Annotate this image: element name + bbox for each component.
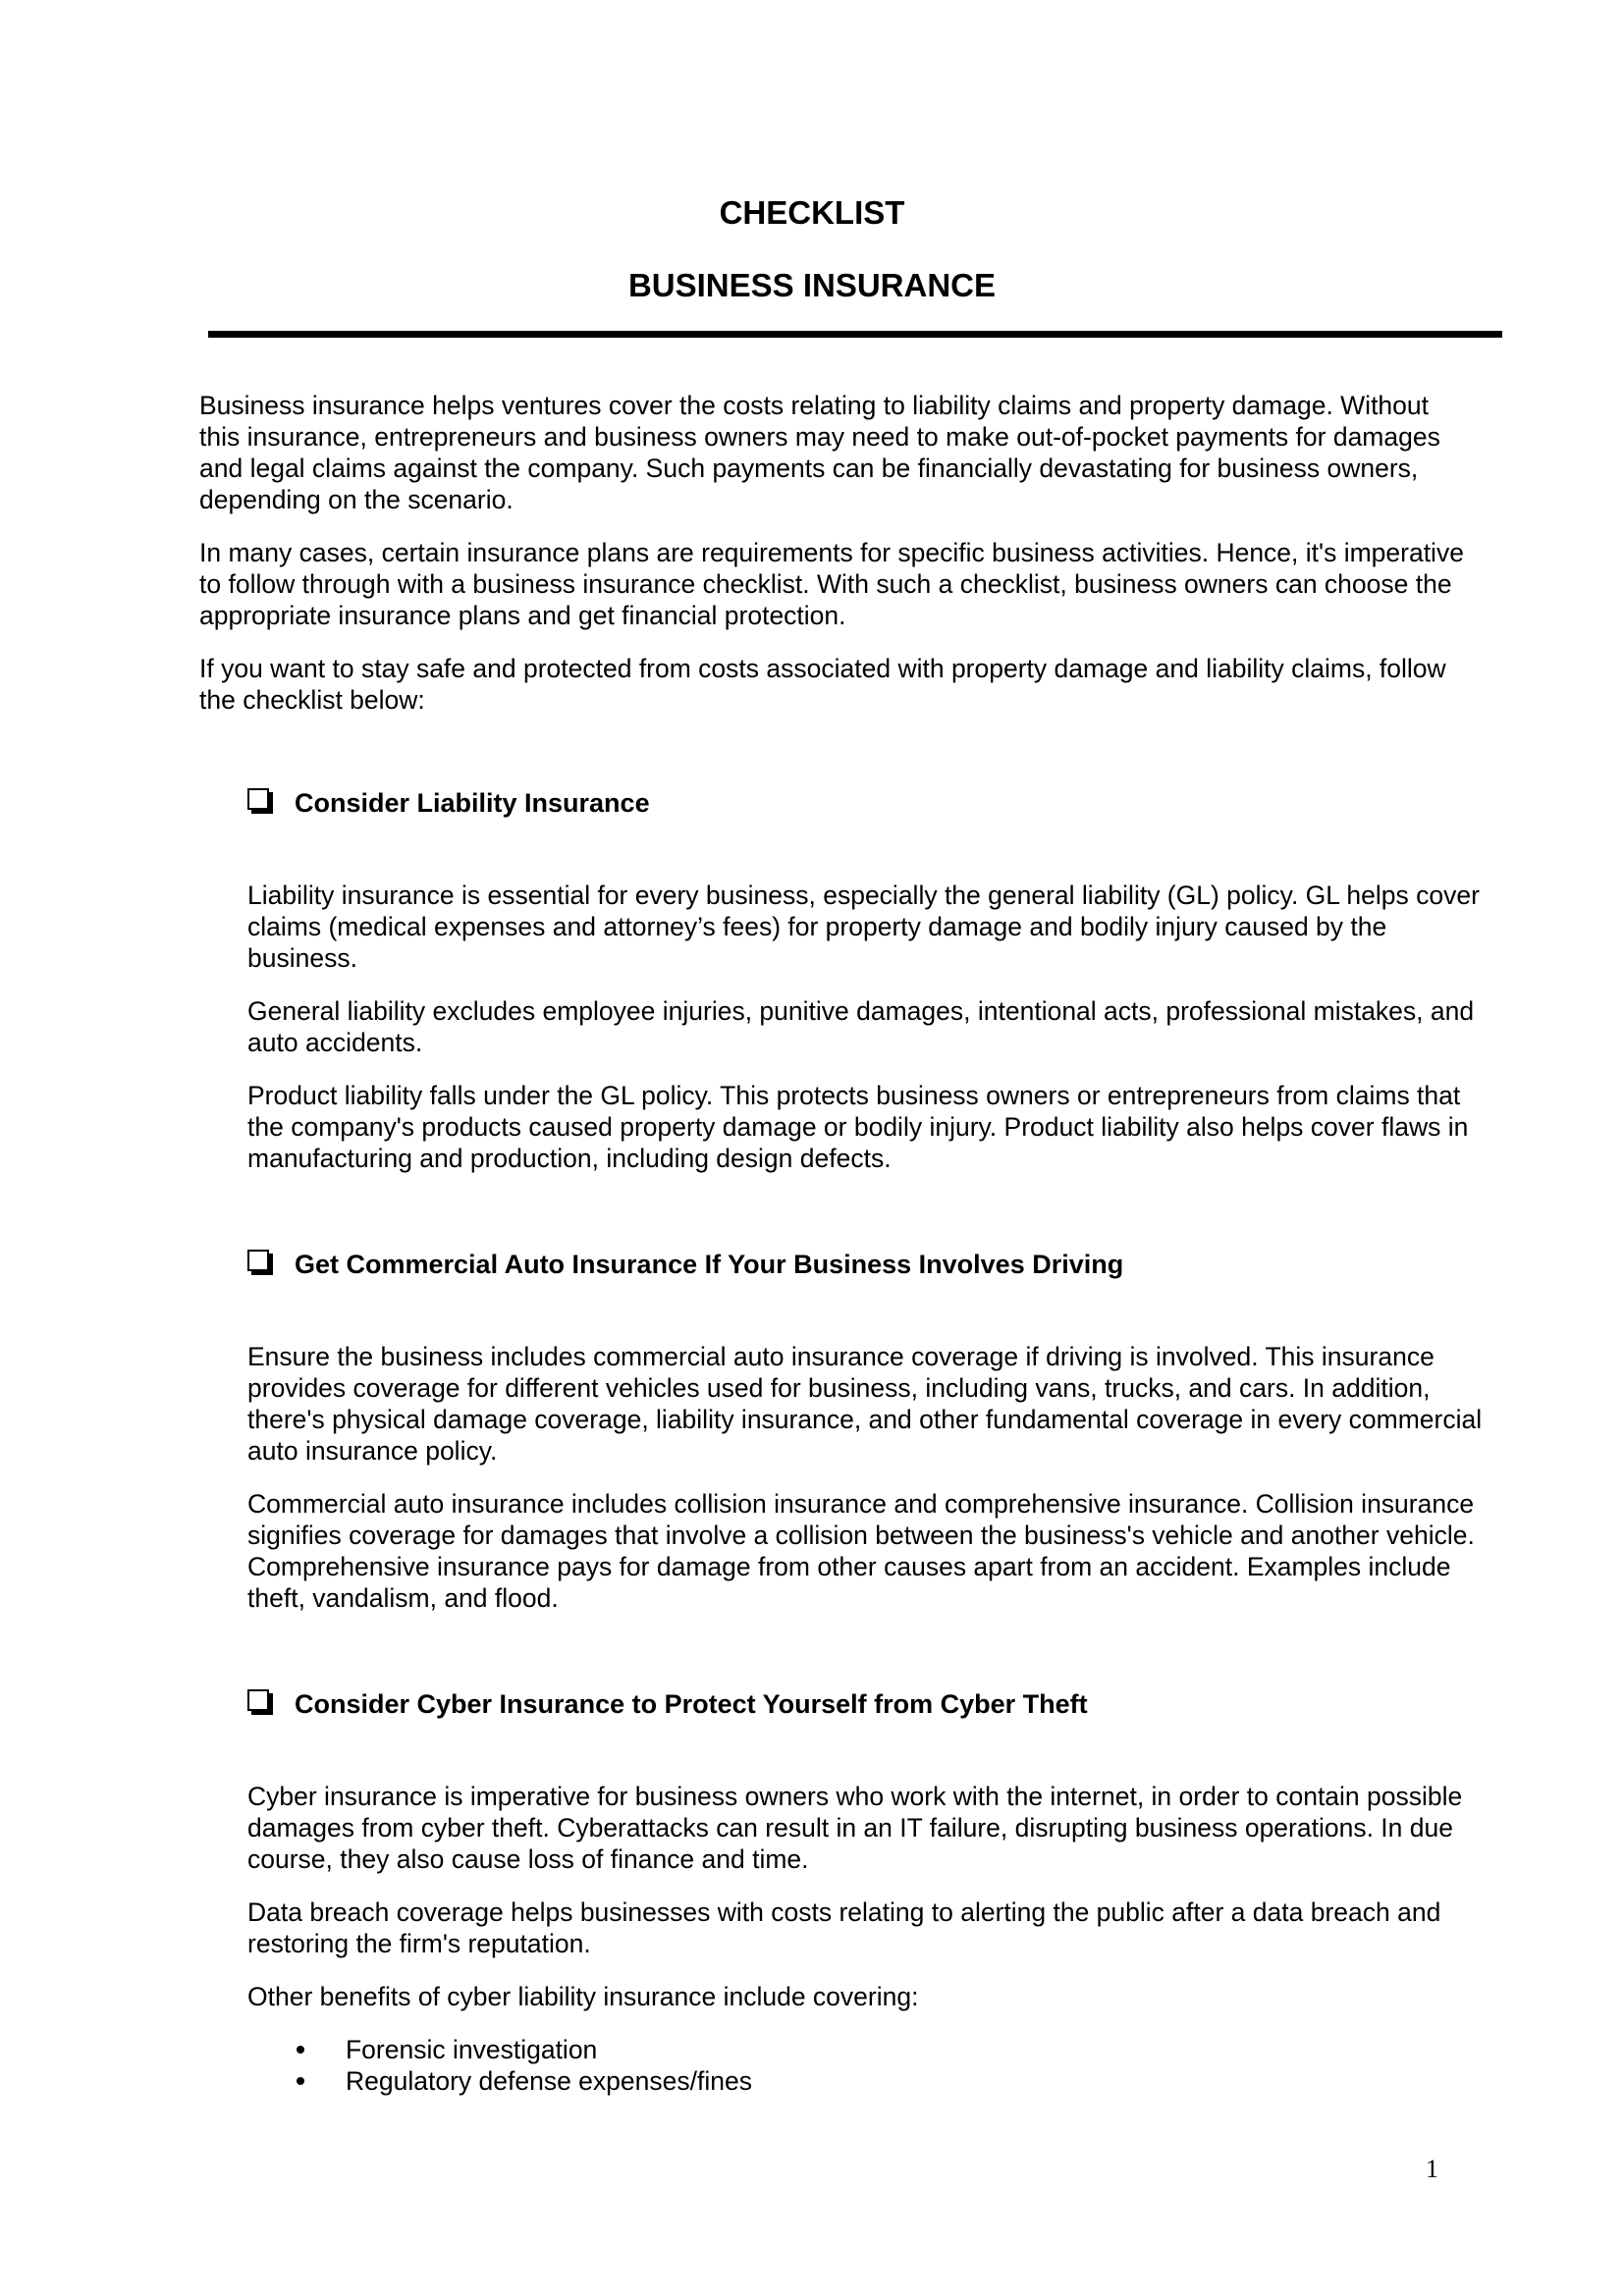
checklist-item-cyber xyxy=(247,1684,1485,2097)
checklist-item-commercial-auto xyxy=(247,1245,1485,1635)
checklist-heading-text: Consider Cyber Insurance to Protect Yourself from Cyber Theft xyxy=(295,1688,1088,1719)
checkbox-icon[interactable] xyxy=(247,1250,269,1271)
intro-paragraph: If you want to stay safe and protected from costs associated with property damage and liability claims, follow the checklist below: xyxy=(199,654,1446,715)
section-paragraph: Data breach coverage helps businesses with costs relating to alerting the public after a data breach and restoring the firm's reputation. xyxy=(247,1897,1441,1958)
list-item xyxy=(297,2065,1485,2097)
section-paragraph: Ensure the business includes commercial auto insurance coverage if driving is involved. This insurance provides coverage for different vehicles used for business, including vans, trucks, and cars. In addition, there's physical damage coverage, liability insurance, and other fundamental coverage in every commercial auto insurance policy. xyxy=(247,1342,1483,1466)
checklist-heading-text: Get Commercial Auto Insurance If Your Business Involves Driving xyxy=(295,1249,1124,1279)
checklist-item-liability xyxy=(247,783,1485,1196)
page-number: 1 xyxy=(1426,2155,1438,2183)
section-paragraph: Product liability falls under the GL policy. This protects business owners or entrepreneurs from claims that the company's products caused property damage or bodily injury. Product liability also helps cover flaws in manufacturing and production, including design defects. xyxy=(247,1081,1469,1173)
intro-section xyxy=(199,390,1476,737)
bullet-list xyxy=(247,2034,1485,2097)
title-divider xyxy=(208,331,1502,338)
intro-paragraph: Business insurance helps ventures cover the costs relating to liability claims and property damage. Without this insurance, entrepreneurs and business owners may need to make out-of-pocket payments for damages and legal claims against the company. Such payments can be financially devastating for business owners, depending on the scenario. xyxy=(199,391,1440,514)
document-subtitle: BUSINESS INSURANCE xyxy=(627,267,997,303)
checklist-heading-text: Consider Liability Insurance xyxy=(295,787,650,818)
section-paragraph: General liability excludes employee injuries, punitive damages, intentional acts, professional mistakes, and auto accidents. xyxy=(247,996,1475,1057)
checklist-heading xyxy=(247,1684,1485,1724)
document-title: CHECKLIST xyxy=(719,194,905,231)
list-item-text: Regulatory defense expenses/fines xyxy=(346,2066,752,2096)
section-paragraph: Other benefits of cyber liability insurance include covering: xyxy=(247,1982,919,2011)
list-item xyxy=(297,2034,1485,2065)
section-paragraph: Commercial auto insurance includes collision insurance and comprehensive insurance. Collision insurance signifies coverage for damages that involve a collision between the business's vehicle and another vehicle. Comprehensive insurance pays for damage from other causes apart from an accident. Examples include theft, vandalism, and flood. xyxy=(247,1489,1475,1613)
list-item-text: Forensic investigation xyxy=(346,2035,598,2064)
intro-paragraph: In many cases, certain insurance plans are requirements for specific business activities. Hence, it's imperative to follow through with a business insurance checklist. With such a checklist, business owners can choose the appropriate insurance plans and get financial protection. xyxy=(199,538,1464,630)
bullet-icon xyxy=(297,2077,304,2085)
section-paragraph: Liability insurance is essential for every business, especially the general liability (GL) policy. GL helps cover claims (medical expenses and attorney’s fees) for property damage and bodily injury caused by the business. xyxy=(247,881,1480,973)
checklist-heading xyxy=(247,1245,1485,1284)
section-paragraph: Cyber insurance is imperative for business owners who work with the internet, in order to contain possible damages from cyber theft. Cyberattacks can result in an IT failure, disrupting business operations. In due course, they also cause loss of finance and time. xyxy=(247,1782,1463,1874)
checkbox-icon[interactable] xyxy=(247,788,269,810)
bullet-icon xyxy=(297,2046,304,2054)
checkbox-icon[interactable] xyxy=(247,1689,269,1711)
checklist-heading xyxy=(247,783,1485,823)
